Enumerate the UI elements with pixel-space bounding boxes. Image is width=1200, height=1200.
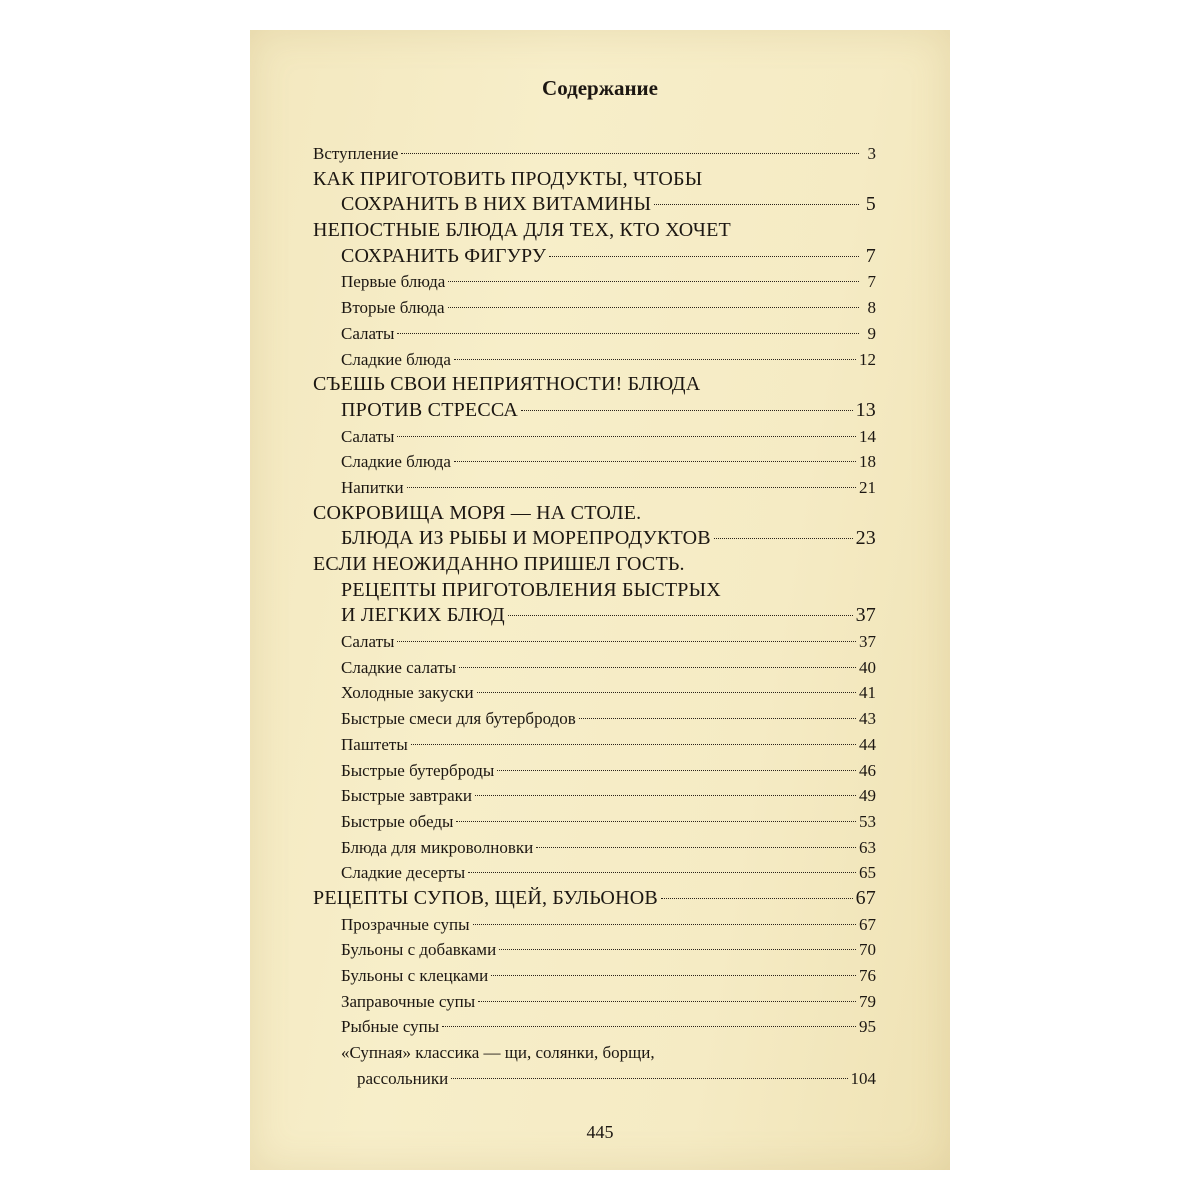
dot-leader — [454, 461, 856, 462]
toc-entry-label: Быстрые бутерброды — [341, 760, 495, 780]
toc-entry — [313, 809, 876, 835]
toc-entry-page: 14 — [859, 426, 876, 446]
toc-entry-label: НЕПОСТНЫЕ БЛЮДА ДЛЯ ТЕХ, КТО ХОЧЕТ — [313, 219, 731, 242]
toc-entry — [313, 1014, 876, 1040]
toc-entry — [313, 244, 876, 270]
page-title: Содержание — [542, 76, 658, 100]
toc-entry-label: Вступление — [313, 144, 399, 163]
dot-leader — [477, 692, 856, 693]
toc-entry — [313, 937, 876, 963]
dot-leader — [451, 1078, 847, 1079]
toc-entry-label: ПРОТИВ СТРЕССА — [341, 398, 519, 421]
toc-entry-page: 8 — [867, 298, 876, 318]
toc-entry-label: РЕЦЕПТЫ СУПОВ, ЩЕЙ, БУЛЬОНОВ — [313, 886, 658, 909]
dot-leader — [654, 204, 859, 205]
dot-leader — [397, 436, 856, 437]
toc-entry-page: 37 — [859, 632, 876, 652]
dot-leader — [499, 949, 856, 950]
toc-entry — [313, 629, 876, 655]
toc-entry — [313, 192, 876, 218]
toc-entry — [313, 347, 876, 373]
dot-leader — [478, 1001, 856, 1002]
toc-entry — [313, 1040, 876, 1066]
toc-entry-page: 40 — [859, 657, 876, 677]
toc-entry-label: СОХРАНИТЬ В НИХ ВИТАМИНЫ — [341, 193, 652, 216]
toc-entry-label: ЕСЛИ НЕОЖИДАННО ПРИШЕЛ ГОСТЬ. — [313, 553, 685, 575]
toc-entry — [313, 912, 876, 938]
dot-leader — [468, 872, 856, 873]
toc-entry — [313, 167, 876, 193]
toc-entry-label: Быстрые завтраки — [341, 786, 472, 806]
toc-entry — [313, 578, 876, 604]
dot-leader — [454, 359, 856, 360]
toc-entry-page: 7 — [867, 272, 876, 292]
toc-entry-label: СЪЕШЬ СВОИ НЕПРИЯТНОСТИ! БЛЮДА — [313, 373, 701, 396]
toc-entry — [313, 449, 876, 475]
toc-entry-label: Быстрые обеды — [341, 811, 454, 831]
toc-entry-label: Рыбные супы — [341, 1017, 440, 1037]
toc-entry-label: Блюда для микроволновки — [341, 837, 534, 857]
toc-entry-page: 63 — [859, 837, 876, 857]
dot-leader — [459, 667, 856, 668]
dot-leader — [397, 641, 856, 642]
dot-leader — [714, 538, 853, 539]
toc-entry-label: Сладкие салаты — [341, 657, 457, 677]
toc-entry — [313, 526, 876, 552]
toc-entry-page: 53 — [859, 811, 876, 831]
toc-entry — [313, 269, 876, 295]
toc-entry-label: Паштеты — [341, 734, 408, 754]
toc-entry-page: 49 — [859, 786, 876, 806]
toc-entry-label: Сладкие десерты — [341, 863, 466, 883]
toc-entry-label: Салаты — [341, 323, 395, 343]
dot-leader — [579, 718, 856, 719]
toc-entry — [313, 603, 876, 629]
dot-leader — [411, 744, 856, 745]
toc-entry — [313, 732, 876, 758]
table-of-contents — [313, 141, 876, 1091]
toc-entry — [313, 783, 876, 809]
toc-entry-label: Первые блюда — [341, 272, 446, 292]
toc-entry-label: СОКРОВИЩА МОРЯ — НА СТОЛЕ. — [313, 501, 642, 524]
toc-entry-page: 3 — [867, 144, 876, 163]
toc-entry-label: Салаты — [341, 426, 395, 446]
dot-leader — [456, 821, 856, 822]
toc-entry-page: 18 — [859, 452, 876, 472]
toc-entry-page: 70 — [859, 940, 876, 960]
toc-entry-page: 104 — [850, 1068, 876, 1088]
dot-leader — [397, 333, 859, 334]
toc-entry — [313, 552, 876, 578]
toc-entry — [313, 860, 876, 886]
toc-entry-page: 23 — [855, 527, 876, 550]
toc-entry-label: Сладкие блюда — [341, 349, 451, 369]
dot-leader — [549, 256, 859, 257]
dot-leader — [442, 1026, 856, 1027]
toc-entry-label: Заправочные супы — [341, 991, 476, 1011]
dot-leader — [521, 410, 853, 411]
toc-entry-label: Прозрачные супы — [341, 914, 470, 934]
toc-entry — [313, 989, 876, 1015]
toc-entry — [313, 295, 876, 321]
toc-entry — [313, 321, 876, 347]
toc-entry-page: 37 — [855, 604, 876, 627]
toc-entry-page: 76 — [859, 966, 876, 985]
toc-entry-page: 5 — [865, 193, 876, 216]
toc-entry-label: Бульоны с клецками — [341, 966, 489, 985]
toc-entry-label: Напитки — [341, 477, 404, 497]
toc-entry-label: БЛЮДА ИЗ РЫБЫ И МОРЕПРОДУКТОВ — [341, 527, 711, 550]
toc-entry — [313, 655, 876, 681]
toc-entry — [313, 501, 876, 527]
toc-entry-page: 44 — [859, 734, 876, 754]
toc-entry-page: 9 — [867, 323, 876, 343]
page-number: 445 — [586, 1122, 614, 1142]
dot-leader — [401, 153, 859, 154]
toc-entry-label: И ЛЕГКИХ БЛЮД — [341, 604, 505, 627]
dot-leader — [448, 281, 859, 282]
dot-leader — [508, 615, 853, 616]
toc-entry — [313, 835, 876, 861]
toc-entry-label: Холодные закуски — [341, 683, 474, 703]
toc-entry — [313, 680, 876, 706]
dot-leader — [407, 487, 856, 488]
toc-entry-page: 12 — [859, 349, 876, 369]
toc-entry-label: «Супная» классика — щи, солянки, борщи, — [341, 1043, 655, 1063]
dot-leader — [475, 795, 856, 796]
toc-entry — [313, 758, 876, 784]
toc-entry-page: 65 — [859, 863, 876, 883]
toc-entry — [313, 475, 876, 501]
toc-entry — [313, 398, 876, 424]
toc-entry-page: 43 — [859, 709, 876, 729]
dot-leader — [661, 898, 853, 899]
toc-entry-page: 7 — [865, 244, 876, 267]
toc-entry — [313, 141, 876, 167]
toc-entry — [313, 706, 876, 732]
toc-entry — [313, 218, 876, 244]
toc-entry-label: Вторые блюда — [341, 298, 445, 318]
toc-entry-label: Бульоны с добавками — [341, 940, 497, 960]
toc-entry-page: 67 — [855, 886, 876, 909]
toc-entry-page: 41 — [859, 683, 876, 703]
toc-entry-label: Быстрые смеси для бутербродов — [341, 709, 576, 729]
toc-entry-page: 67 — [859, 914, 876, 934]
toc-entry — [313, 886, 876, 912]
toc-entry — [313, 424, 876, 450]
dot-leader — [473, 924, 856, 925]
toc-entry-page: 95 — [859, 1017, 876, 1037]
toc-entry-label: РЕЦЕПТЫ ПРИГОТОВЛЕНИЯ БЫСТРЫХ — [341, 578, 721, 601]
dot-leader — [536, 847, 856, 848]
toc-entry — [313, 963, 876, 989]
dot-leader — [497, 770, 856, 771]
toc-entry-label: Салаты — [341, 632, 395, 652]
toc-entry-label: Сладкие блюда — [341, 452, 451, 472]
dot-leader — [448, 307, 859, 308]
toc-entry-page: 46 — [859, 760, 876, 780]
dot-leader — [491, 975, 856, 976]
toc-entry-label: КАК ПРИГОТОВИТЬ ПРОДУКТЫ, ЧТОБЫ — [313, 167, 703, 190]
toc-entry-page: 13 — [855, 398, 876, 421]
toc-entry — [313, 372, 876, 398]
toc-entry-page: 79 — [859, 991, 876, 1011]
toc-entry-label: рассольники — [357, 1068, 449, 1088]
toc-entry-page: 21 — [859, 477, 876, 497]
toc-entry-label: СОХРАНИТЬ ФИГУРУ — [341, 244, 547, 267]
toc-entry — [313, 1066, 876, 1092]
